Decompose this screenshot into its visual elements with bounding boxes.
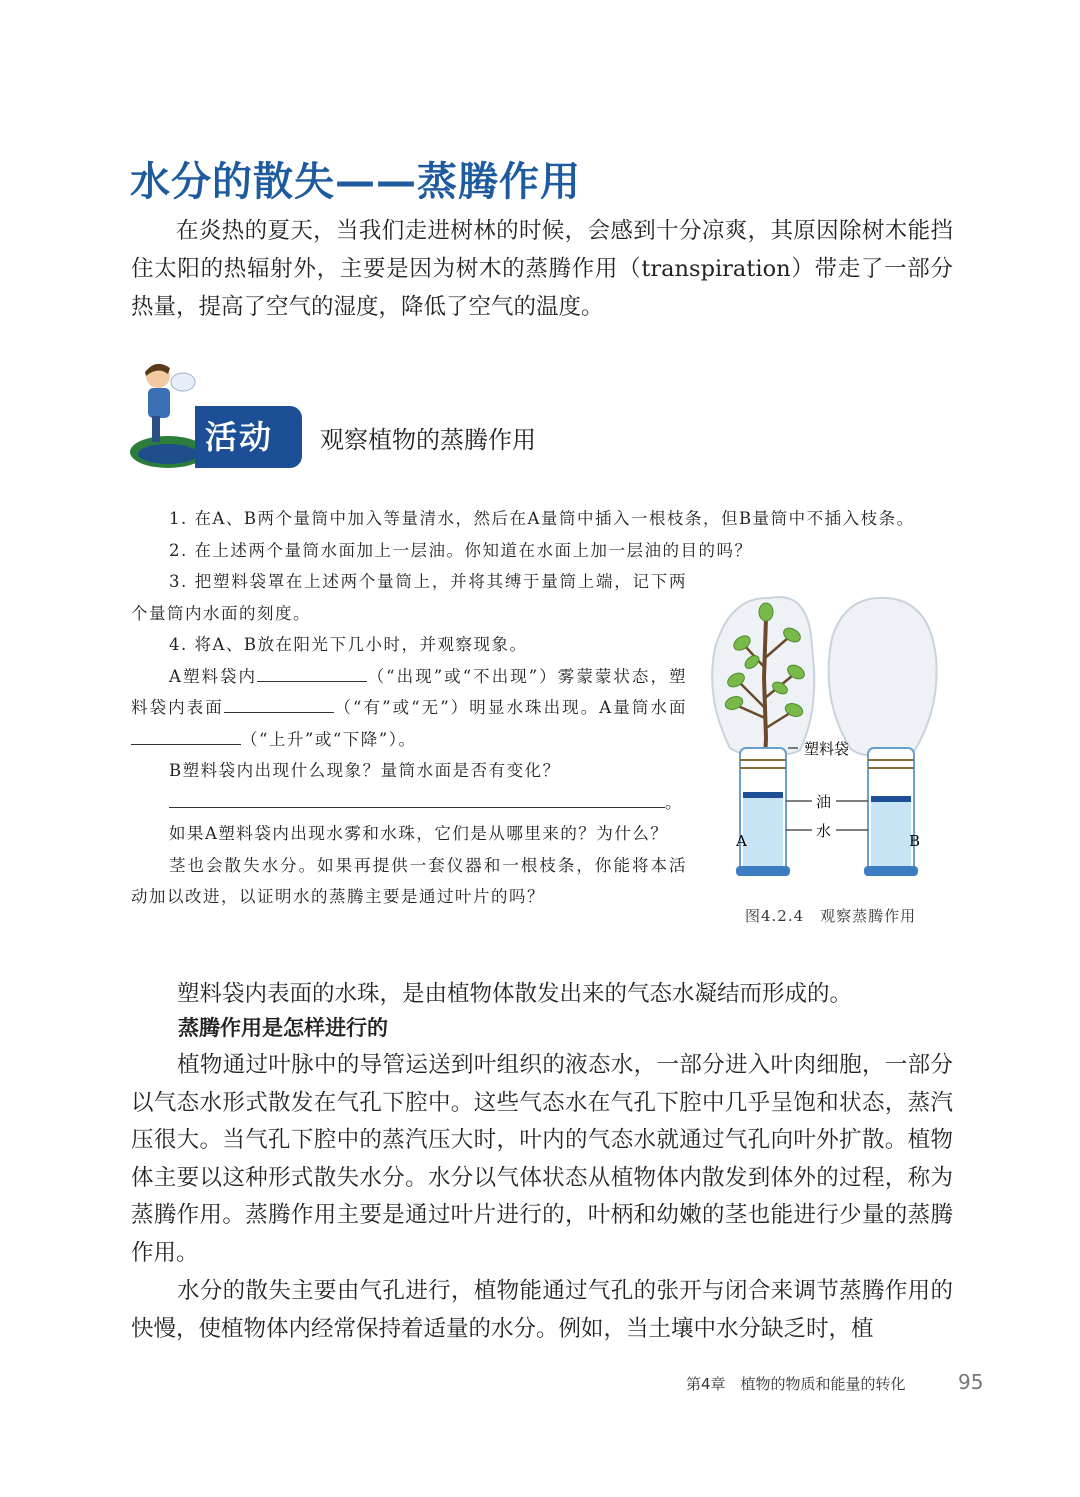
- body-paragraph-1: 塑料袋内表面的水珠，是由植物体散发出来的气态水凝结而形成的。: [177, 981, 853, 1007]
- question-source: 如果A塑料袋内出现水雾和水珠，它们是从哪里来的？为什么？: [169, 824, 669, 843]
- body-paragraph-3: 水分的散失主要由气孔进行，植物能通过气孔的张开与闭合来调节蒸腾作用的快慢，使植物体内经常保持着适量的水分。例如，当土壤中水分缺乏时，植: [131, 1278, 953, 1342]
- blank-a1[interactable]: [257, 665, 367, 682]
- fill-a2: （“出现”或“不出现”）雾蒙蒙状态，塑料袋内表面: [131, 666, 687, 717]
- fill-a4: （“上升”或“下降”）。: [241, 729, 417, 749]
- activity-steps-top: [131, 503, 953, 566]
- activity-label: 活动: [205, 418, 274, 456]
- activity-steps-left: [131, 566, 687, 913]
- label-bag: 塑料袋: [804, 740, 850, 758]
- blank-b[interactable]: [169, 791, 665, 808]
- fill-a3: （“有”或“无”）明显水珠出现。A量筒水面: [333, 698, 687, 717]
- transpiration-figure: [700, 588, 960, 888]
- question-b: B塑料袋内出现什么现象？量筒水面是否有变化？: [169, 761, 561, 780]
- fill-a1: A塑料袋内: [169, 666, 258, 686]
- label-water: 水: [816, 822, 832, 840]
- bag-b: [829, 598, 937, 755]
- question-stem: 茎也会散失水分。如果再提供一套仪器和一根枝条，你能将本活动加以改进，以证明水的蒸腾主要是通过叶片的吗？: [131, 855, 687, 906]
- answer-line-b: [131, 787, 687, 819]
- label-b: B: [909, 832, 921, 850]
- body-paragraph-2: 植物通过叶脉中的导管运送到叶组织的液态水，一部分进入叶肉细胞，一部分以气态水形式散发在气孔下腔中。这些气态水在气孔下腔中几乎呈饱和状态，蒸汽压很大。当气孔下腔中的蒸汽压大时，叶内的气态水就通过气孔向叶外扩散。植物体主要以这种形式散失水分。水分以气体状态从植物体内散发到体外的过程，称为蒸腾作用。蒸腾作用主要是通过叶片进行的，叶柄和幼嫩的茎也能进行少量的蒸腾作用。: [131, 1052, 953, 1266]
- step-3: 3. 把塑料袋罩在上述两个量筒上，并将其缚于量筒上端，记下两个量筒内水面的刻度。: [131, 572, 687, 623]
- label-a: A: [736, 832, 747, 850]
- intro-paragraph: 在炎热的夏天，当我们走进树林的时候，会感到十分凉爽，其原因除树木能挡住太阳的热辐射外，主要是因为树木的蒸腾作用（transpiration）带走了一部分热量，提高了空气的湿度，降低了空气的温度。: [131, 218, 953, 320]
- page-title: 水分的散失——蒸腾作用: [130, 159, 581, 205]
- activity-title: 观察植物的蒸腾作用: [320, 426, 536, 454]
- subheading: 蒸腾作用是怎样进行的: [178, 1016, 388, 1040]
- label-oil: 油: [816, 793, 832, 811]
- blank-a2[interactable]: [224, 696, 334, 713]
- step-2: 2. 在上述两个量筒水面加上一层油。你知道在水面上加一层油的目的吗？: [169, 540, 753, 560]
- chapter-footer: 第4章 植物的物质和能量的转化: [686, 1375, 906, 1393]
- fill-in-a: [131, 661, 687, 756]
- figure-caption: 图4.2.4 观察蒸腾作用: [745, 907, 917, 925]
- blank-a3[interactable]: [131, 728, 241, 745]
- page-number: 95: [958, 1370, 984, 1394]
- step-4: 4. 将A、B放在阳光下几小时，并观察现象。: [169, 635, 528, 654]
- step-1: 1. 在A、B两个量筒中加入等量清水，然后在A量筒中插入一根枝条，但B量筒中不插入枝条。: [169, 509, 915, 528]
- answer-line-end: 。: [665, 792, 683, 812]
